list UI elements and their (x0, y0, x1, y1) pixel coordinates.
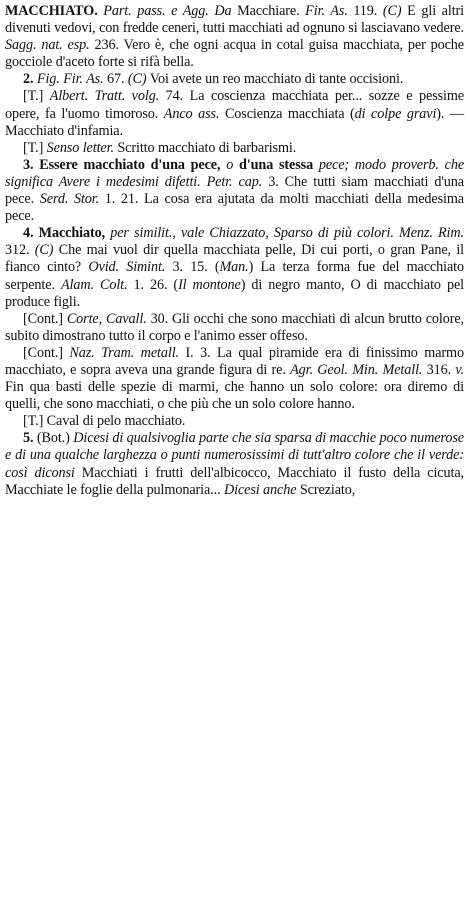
text-run: Screziato, (296, 481, 356, 498)
text-run: 30. Gli occhi che sono macchiati di alcun brutto colore, subito dimostrano tutto il corpo e l'animo esser offeso. (5, 310, 464, 344)
entry-paragraph (5, 311, 464, 345)
entry-paragraph (5, 140, 464, 157)
text-run: Agr. Geol. Min. Metall. (290, 361, 423, 378)
entry-paragraph (5, 430, 464, 498)
text-run: Naz. Tram. metall. (69, 344, 179, 361)
text-run: 74. La coscienza macchiata per... sozze e pessime opere, fa l'uomo timoroso. (5, 88, 465, 122)
text-run: Senso letter. (46, 139, 114, 156)
text-run: Anco ass. (163, 105, 220, 122)
text-run: Serd. Stor. (39, 191, 100, 208)
dictionary-entry-macchiato (5, 3, 464, 499)
text-run: Dicesi di qualsivoglia parte che sia sparsa di macchie poco numerose e di una qualche larghezza o punti numerosissimi di tutt'altro colore che il verde: così diconsi (5, 430, 464, 481)
text-run: (C) (382, 3, 402, 19)
text-run: I. 3. La qual piramide era di finissimo marmo macchiato, e sopra aveva una grande figura di re. (5, 344, 464, 378)
text-run: Man. (219, 259, 249, 276)
entry-paragraph (5, 71, 464, 88)
text-run: Il montone (178, 276, 241, 293)
text-run: 119. (347, 3, 383, 19)
text-run: pece; modo proverb. che significa Avere i medesimi difetti. Petr. cap. (5, 156, 465, 190)
text-run: per similit., vale Chiazzato, Sparso di più colori. Menz. Rim. (105, 225, 464, 242)
entry-paragraph (5, 345, 464, 413)
entry-paragraph (5, 88, 464, 139)
text-run: Fir. As. (299, 3, 348, 19)
text-run: 67. (103, 71, 128, 88)
text-run: Dicesi anche (223, 481, 297, 498)
text-run: 316. (422, 361, 456, 378)
text-run: Che mai vuol dir quella macchiata pelle, Di cui porti, o gran Pane, il fianco cinto? (5, 242, 464, 276)
text-run: Sagg. nat. esp. (5, 37, 90, 54)
text-run: 3. Essere macchiato d'una pece, (23, 156, 221, 173)
text-run: 1. 26. ( (127, 276, 179, 293)
text-run: o (220, 156, 239, 173)
text-run: Fin qua basti delle spezie di marmi, che hanno un solo colore: ora diremo di quelli, che sono macchiati, o che più che un solo colore hanno. (5, 379, 464, 413)
text-run: Alam. Colt. (60, 276, 128, 293)
text-run: 4. Macchiato, (23, 225, 106, 242)
entry-paragraph (5, 225, 464, 310)
text-run: Fig. Fir. As. (33, 71, 104, 88)
entry-paragraph (5, 413, 464, 430)
text-run: Voi avete un reo macchiato di tante occisioni. (146, 71, 404, 88)
text-run: 2. (23, 71, 34, 88)
text-run: ) La terza forma fue del macchiato serpente. (5, 259, 464, 293)
text-run: Part. pass. e Agg. Da (97, 3, 238, 19)
text-run: Albert. Tratt. volg. (49, 88, 160, 105)
text-run: 1. 21. La cosa era ajutata da molti macchiati della medesima pece. (5, 191, 465, 225)
text-run: 5. (23, 430, 34, 447)
entry-paragraph (5, 157, 464, 225)
text-run: Corte, Cavall. (66, 310, 147, 327)
text-run: di colpe gravi (354, 105, 437, 122)
text-run: d'una stessa (239, 156, 314, 173)
text-run: (C) (34, 242, 54, 259)
text-run: ) di negro manto, O di macchiato pel produce figli. (5, 276, 464, 310)
text-run: 3. 15. ( (165, 259, 220, 276)
text-run: 236. Vero è, che ogni acqua in cotal guisa macchiata, per poche gocciole d'aceto forte si rifà bella. (5, 37, 465, 71)
text-run: [T.] (23, 139, 47, 156)
text-run: Scritto macchiato di barbarismi. (113, 139, 297, 156)
text-run: [Cont.] (23, 310, 67, 327)
text-run: [T.] Caval di pelo macchiato. (23, 413, 186, 430)
text-run: Macchiati i frutti dell'albicocco, Macchiato il fusto della cicuta, Macchiate le foglie della pulmonaria... (5, 464, 464, 498)
entry-paragraph (5, 3, 464, 71)
text-run: Macchiare. (237, 3, 300, 19)
text-run: (C) (127, 71, 147, 88)
text-run: Coscienza macchiata ( (219, 105, 355, 122)
text-run: v. (455, 361, 464, 378)
text-run: Ovid. Simint. (88, 259, 166, 276)
headword: MACCHIATO. (5, 3, 98, 19)
text-run: ). — Macchiato d'infamia. (5, 105, 465, 139)
text-run: 3. Che tutti siam macchiati d'una pece. (5, 173, 464, 208)
text-run: [Cont.] (23, 344, 70, 361)
text-run: (Bot.) (33, 430, 74, 447)
text-run: [T.] (23, 88, 50, 105)
text-run: 312. (5, 242, 35, 259)
text-run: E gli altri divenuti vedovi, con fredde ceneri, tutti macchiati ad ognuno si lasciavano vedere. (5, 3, 465, 37)
